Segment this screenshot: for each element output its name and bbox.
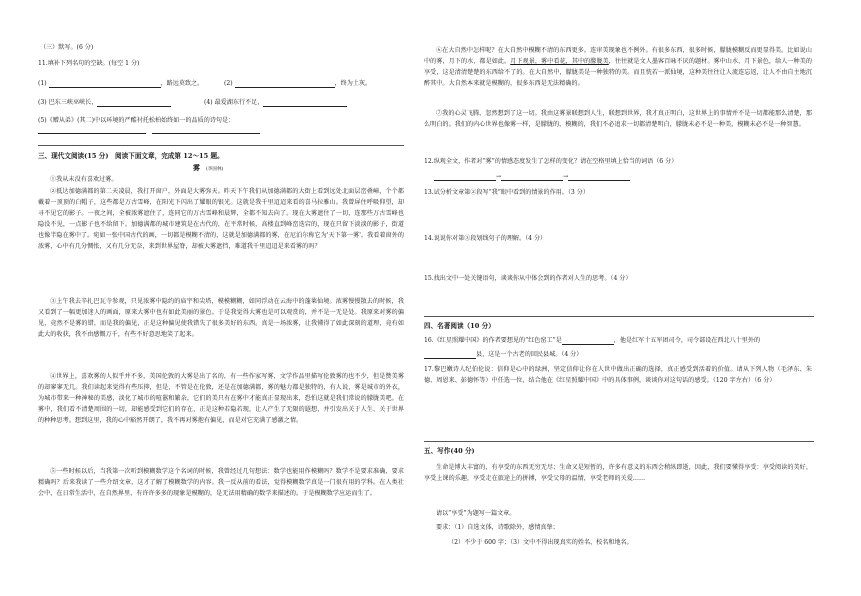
section-divider [38,145,404,146]
section-4-heading: 四、名著阅读（10 分） [424,322,495,330]
answer-blank[interactable] [152,126,260,134]
arrow-icon: → [563,173,569,180]
essay-paragraph-3: ③上午我去辛扎巴瓦寺参观，只见浓雾中隐约的庙宇和尖塔，模模糊糊，如同浮动在云海中的蓬莱仙境。浓雾慢慢散去的时候，我又看到了一幅更加迷人的画面，原来大雾中也有如此美丽的景色。于是我觉得大雾也是可以观赏的，并不是一无是处。我原来对雾的偏见，竟然不是雾的错，而是我的偏见，正是这种偏见使我错失了很多美好的东西。真是一场浓雾，让我懂得了如此深刻的道理，竟有如此大的收获，我不由感慨万千，有些不好意思地笑了起来。 [38,298,404,339]
answer-blank[interactable] [38,126,146,134]
q11-3-text: 巴东三峡巫峡长， [48,99,98,106]
q11-item-1 [38,80,203,88]
writing-task: 请以“享受”为题写一篇文章。 [436,510,516,517]
essay-author: (李国林) [206,167,224,172]
essay-paragraph-5: ⑤一些时候以后，当我第一次听到模糊数学这个名词的时候，我曾经过几句想法：数学也能用作模糊吗？数学不是要求准确、要求精确吗？后来我读了一些介绍文章，这才了解了模糊数学的内容。我一反从前的看法，觉得模糊数学真是一门很有用的学科。在人类社会中，在日常生活中，在自然界里，有许许多多的现象是模糊的，是无法用精确的数学来描述的。于是模糊数学应运而生了。 [38,468,404,498]
q16-text-c: 县，这是一个古老的回民县城。（4 分） [476,351,583,358]
answer-blank[interactable] [434,173,496,181]
answer-blank[interactable] [501,173,563,181]
q16-text-a: 16.《红星照耀中国》的作者要想见的“红色窑工”是 [424,337,562,344]
q11-item-5 [38,117,234,125]
essay-paragraph-1: ①我从未没有喜欢过雾。 [50,176,118,183]
q16-line-2 [424,351,582,359]
answer-blank[interactable] [424,351,476,359]
q11-3-number: (3) [38,99,47,106]
q11-5-text: (5)《赠从弟》(其二)中以环境的严酷衬托松柏始终如一的品质的诗句是： [38,117,235,124]
essay-paragraph-4: ④世界上，喜欢雾的人似乎并不多，美国伦敦的大雾是出了名的，有一些作家写雾，文学作品里描写伦敦雾的也不少，但是赞美雾的却寥寥无几。我们读起来觉得有些压抑，但是，不管是在伦敦，还是在加德满都，雾的魅力都是独特的，有人说，雾是城市的外衣，为城市带来一种神秘的美感，淡化了城市的喧嚣和繁杂，它们的美只有在雾中才能真正显现出来，恐怕这就是我们常说的朦胧美吧。在雾中，我们看不清楚周围的一切，却能感受到它们的存在，正是这种若隐若现，让人产生了无限的遐想，并引发出关于人生、关于世界的种种思考。想到这里，我的心中豁然开朗了，我不再对雾抱有偏见，而是对它充满了感激之情。 [38,373,404,425]
section-divider [424,316,814,317]
q14-prompt: 14.说说你对第③段划线句子的理解。（4 分） [424,235,547,242]
q11-item-3 [38,99,171,107]
q12-answer-row [434,173,630,181]
q12-prompt: 12.纵观全文，作者对“雾”的情感态度发生了怎样的变化？请在空格里填上恰当的词语（6 分） [424,158,678,165]
q11-title: 11.填补下列名句的空缺。(每空 1 分) [38,60,140,67]
q11-2-text: ，终为土灰。 [334,80,372,87]
answer-blank[interactable] [562,337,614,345]
q11-1-text: ，路远莫致之。 [160,80,204,87]
underlined-sentence: 月下观景，雾中看花，其中的朦胧美 [510,58,609,66]
dictation-heading: （三）默写。(6 分) [40,44,94,51]
answer-blank[interactable] [263,99,347,107]
q11-4-number: (4) [204,99,213,106]
answer-blank[interactable] [97,99,171,107]
section-5-heading: 五、写作(40 分) [424,447,475,455]
q15-prompt: 15.找出文中一处关键语句，谈谈你从中体会到的作者对人生的思考。（4 分） [424,275,632,282]
answer-blank[interactable] [568,173,630,181]
q16-text-b: ，他是红军十五军团司令，司令部设在西北八十里外的 [613,337,761,344]
essay-title-text: 雾 [193,163,200,172]
writing-requirement-2: （2）不少于 600 字；（3）文中不得出现真实的姓名、校名和地名。 [448,539,633,546]
section-3-heading: 三、现代文阅读(15 分) 阅读下面文章，完成第 12～15 题。 [38,152,224,160]
essay-paragraph-7: ⑦我的心灵飞腾，忽然想到了这一切。我由这雾景联想到人生，联想到世界，我才真正明白，这世界上的事情并不是一切都能那么清楚，那么明白的。我们的内心世界也像雾一样，是朦胧的，模糊的，我们不必追求一切都清楚明白，朦胧未必不是一种美，模糊未必不是一种智慧。 [424,110,812,129]
writing-intro: 生命是博大丰富的，有享受的东西无穷无尽；生命又是短暂的，许多有意义的东西会稍纵即逝，因此，我们要懂得享受：享受阅读的美好，享受上课的乐趣，享受走在旅途上的拼搏，享受父母的温情，享受老师的关爱…… [424,464,812,483]
q11-2-number: (2) [224,80,233,87]
answer-blank[interactable] [49,80,161,88]
section-divider [424,441,814,442]
q11-item-5-answer [38,126,260,134]
q16-line-1 [424,337,760,345]
essay-paragraph-2: ②抵达加德满都的第二天凌晨，我打开窗户，外面是大雾弥天。昨天下午我们从加德满都的大街上看到远处北面层峦叠嶂，个个都戴着一顶顶的白帽子，这些都是万古雪峰，在阳光下闪出了耀眼的银光。这就是我千里迢迢来看的喜马拉雅山。我曾屏住呼吸仰望，却寻不见它的影子。一夜之间，全被浓雾遮住了，连同它的万古雪峰和晨辉，全都不知去向了。现在大雾遮住了一切，连那些万古雪峰也隐没不见，一点影子也不给留下。加德满都的城市建筑是在古代的，在平常时候，高楼直到峰峦迭宕的，现在只留下淡淡的影子，街道也像半隐在雾中了。宛如一张中国古代的画，一切都是模糊不清的，这就是加德满都的雾，在尼泊尔称它为'天下第一雾'。我看着窗外的浓雾，心中有几分惆怅，又有几分无奈，来到世界屋脊，却被大雾遮挡，难道我千里迢迢是来看雾的吗？ [38,188,404,251]
writing-requirement-1: 要求：（1）自选文体，诗歌除外，感情真挚； [436,524,559,531]
q17-prompt: 17.黎巴嫩诗人纪伯伦说：信仰是心中的绿洲，坚定信仰让你在人世中做出正确的选择，真正感受到活着的价值。请从下列人物（毛泽东、朱德、周恩来、彭德怀等）中任选一位，结合他在《红星照耀中国》中的具体事例，谈谈你对这句话的感受。（120 字左右）（6 分） [424,366,812,385]
q13-prompt: 13.试分析文章第②段写“我”眼中看到的情景的作用。（3 分） [424,189,589,196]
arrow-icon: → [496,173,502,180]
essay-paragraph-6: ⑥在大自然中怎样呢？在大自然中模糊不清的东西更多。连审美现象也不例外。有很多东西，很多时候，朦胧模糊反而更显得美。比如说山中的雾，月下的水，都是如此。月下观景，雾中看花，其中的朦胧美，往往就是文人墨客百咏不厌的题材。雾中山水，月下景色，给人一种美的享受，这是清清楚楚的东西给不了的。在大自然中，朦胧美是一种独特的美。而且恍若一派仙境，这种美往往让人流连忘返，让人不由自主地沉醉其中。大自然本来就是模糊的，很多东西是无法精确的。 [424,47,812,88]
q11-item-4 [204,99,347,107]
q11-1-number: (1) [38,80,47,87]
essay-title [193,164,223,174]
q11-4-text: 最爱湖东行不足， [214,99,264,106]
answer-blank[interactable] [235,80,335,88]
q11-item-2 [224,80,371,88]
